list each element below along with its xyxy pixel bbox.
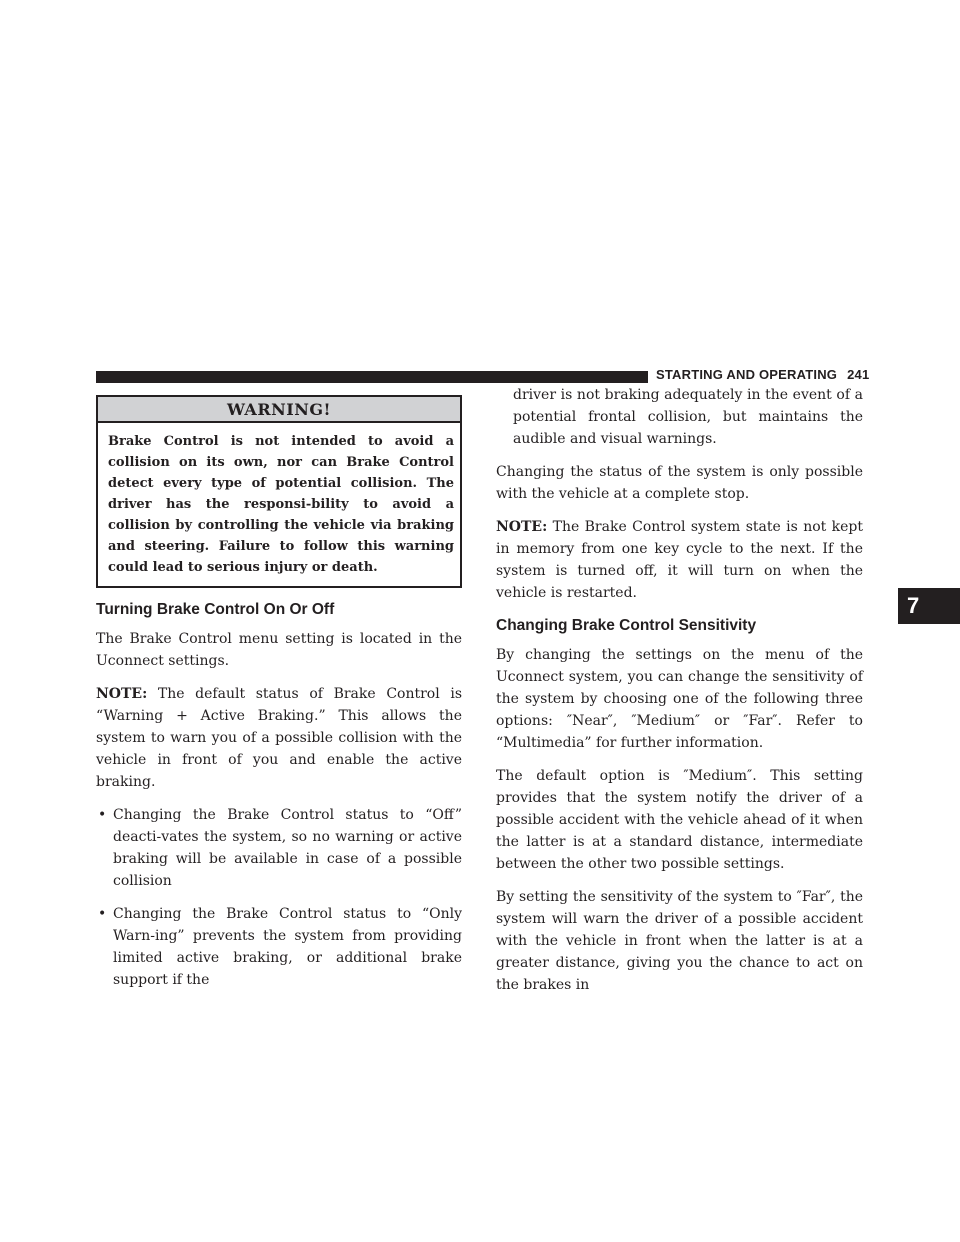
- note-paragraph: [496, 516, 863, 604]
- paragraph: The default option is ″Medium″. This setting provides that the system notify the driver of a possible accident with the vehicle ahead of it when the latter is at a standard distance, intermediate between the other two possible settings.: [496, 768, 863, 872]
- section-title: STARTING AND OPERATING: [656, 367, 838, 382]
- chapter-tab: 7: [898, 588, 960, 624]
- bullet-continuation: driver is not braking adequately in the event of a potential frontal collision, but maintains the audible and visual warnings.: [513, 387, 863, 447]
- warning-box: [96, 395, 462, 588]
- list-item-text: Changing the Brake Control status to “Only Warn-ing” prevents the system from providing limited active braking, or additional brake support if the: [113, 906, 462, 988]
- bullet-glyph: •: [98, 807, 107, 823]
- section-heading-sensitivity: Changing Brake Control Sensitivity: [496, 617, 757, 634]
- paragraph: The Brake Control menu setting is located in the Uconnect settings.: [96, 631, 462, 669]
- warning-body: Brake Control is not intended to avoid a collision on its own, nor can Brake Control detect every type of potential collision. The driver has the responsi-bility to avoid a collision by controlling the vehicle via braking and steering. Failure to follow this warning could lead to serious injury or death.: [108, 434, 454, 575]
- note-label: NOTE:: [496, 519, 548, 535]
- bullet-list: [96, 804, 462, 991]
- right-column: [496, 384, 863, 1007]
- paragraph: By setting the sensitivity of the system to ″Far″, the system will warn the driver of a possible accident with the vehicle in front when the latter is at a greater distance, giving you the chance to act on the brakes in: [496, 889, 863, 993]
- note-label: NOTE:: [96, 686, 148, 702]
- note-text: The Brake Control system state is not kept in memory from one key cycle to the next. If the system is turned off, it will turn on when the vehicle is restarted.: [496, 519, 863, 601]
- bullet-glyph: •: [98, 906, 107, 922]
- list-item: [96, 804, 462, 892]
- paragraph: Changing the status of the system is only possible with the vehicle at a complete stop.: [496, 464, 863, 502]
- paragraph: By changing the settings on the menu of the Uconnect system, you can change the sensitivity of the system by choosing one of the following three options: ″Near″, ″Medium″ or ″Far″. Refer to “Multimedia” for further information.: [496, 647, 863, 751]
- header-rule: [96, 371, 648, 383]
- list-item: [96, 903, 462, 991]
- running-header: [656, 367, 869, 382]
- list-item-text: Changing the Brake Control status to “Off” deacti-vates the system, so no warning or active braking will be available in case of a possible collision: [113, 807, 462, 889]
- page-number: 241: [847, 367, 870, 382]
- note-paragraph: [96, 683, 462, 793]
- warning-title: WARNING!: [98, 397, 460, 423]
- left-column: [96, 395, 462, 1002]
- section-heading-on-off: Turning Brake Control On Or Off: [96, 601, 335, 618]
- note-text: The default status of Brake Control is “Warning + Active Braking.” This allows the system to warn you of a possible collision with the vehicle in front of you and enable the active braking.: [96, 686, 462, 790]
